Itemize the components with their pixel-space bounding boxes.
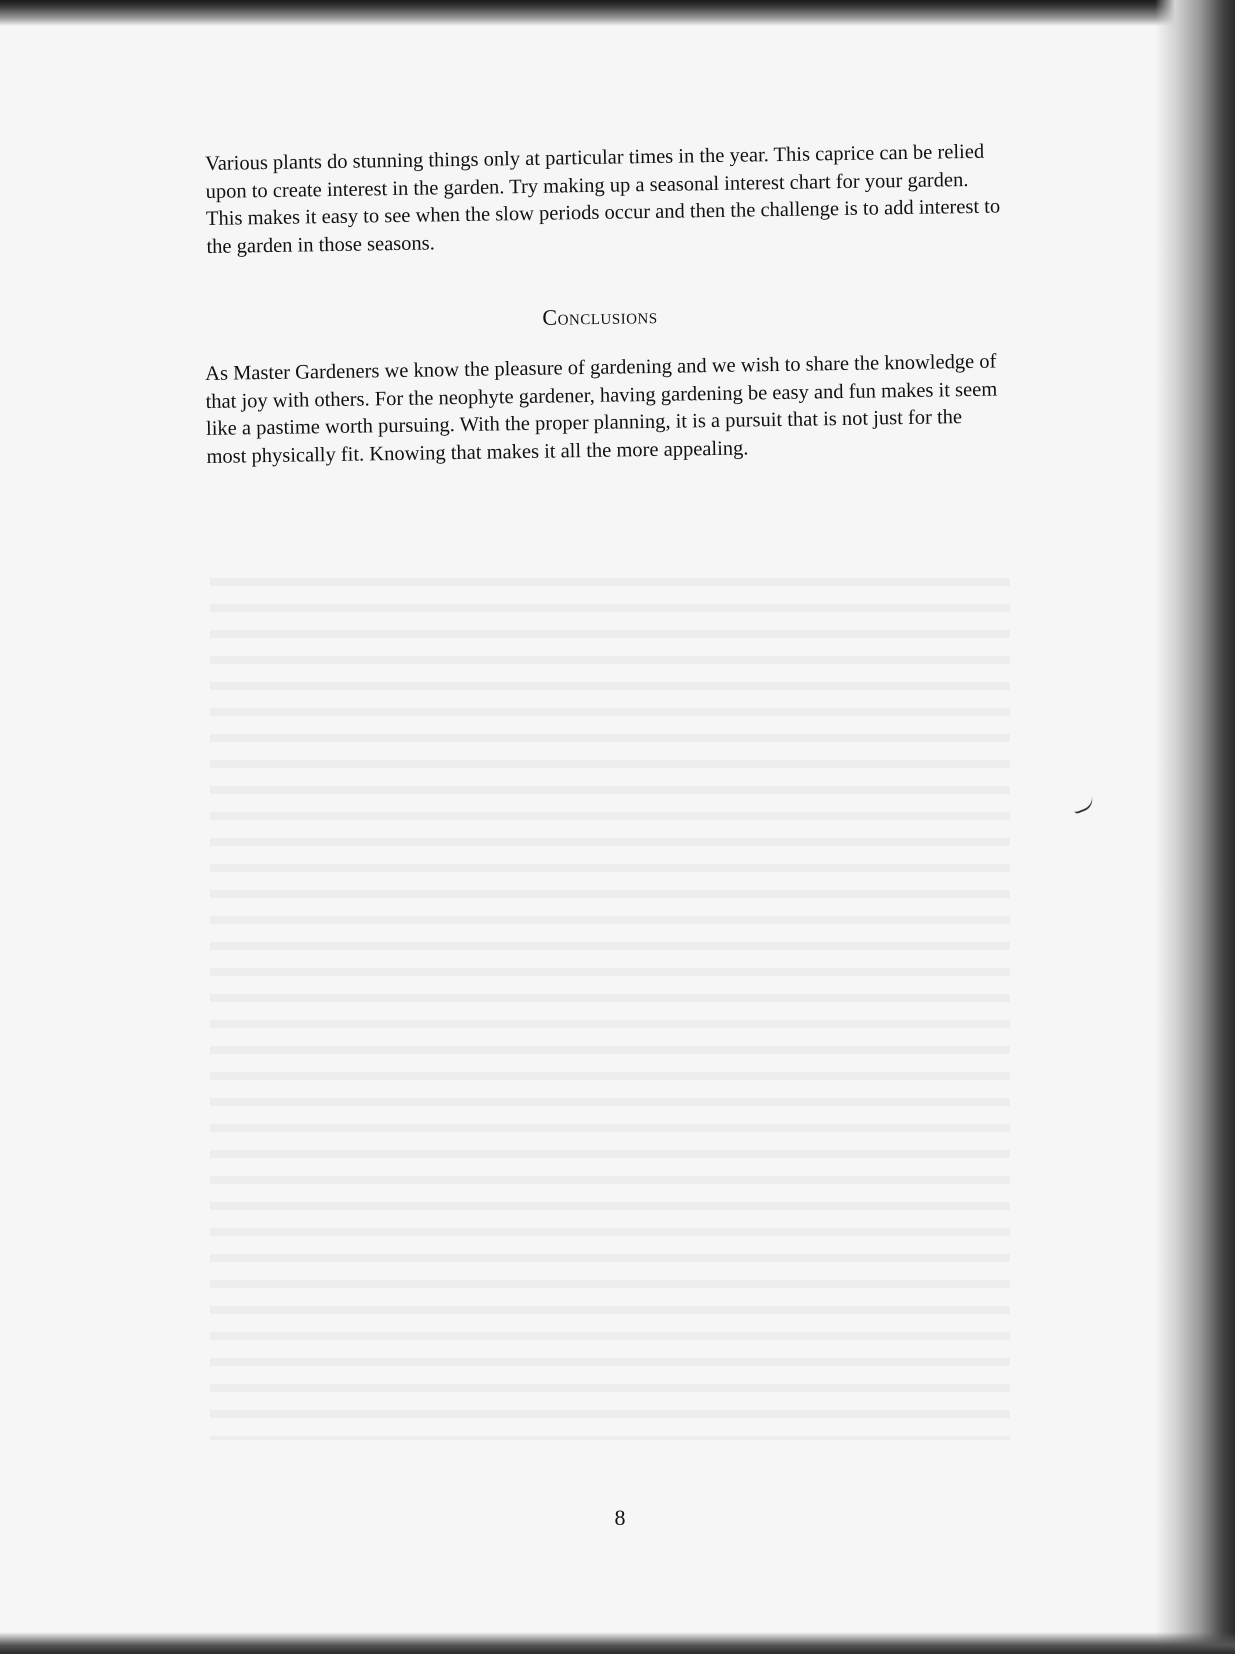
section-heading-conclusions: Conclusions <box>542 303 658 330</box>
bottom-scan-shadow <box>0 1632 1235 1654</box>
paragraph-seasonal-interest: Various plants do stunning things only at particular times in the year. This caprice can be relied upon to create interest in the garden. Try making up a seasonal interest chart for your garden. This makes it easy to see when the slow periods occur and then the challenge is to add interest to the garden in those seasons. <box>205 140 1001 258</box>
binding-edge-shadow <box>1155 0 1235 1654</box>
page-number: 8 <box>614 1505 626 1530</box>
paragraph-conclusions: As Master Gardeners we know the pleasure of gardening and we wish to share the knowledge of that joy with others. For the neophyte gardener, having gardening be easy and fun makes it seem like a pastime worth pursuing. With the proper planning, it is a pursuit that is not just for the most physically fit. Knowing that makes it all the more appealing. <box>205 350 998 468</box>
top-scan-shadow <box>0 0 1235 26</box>
